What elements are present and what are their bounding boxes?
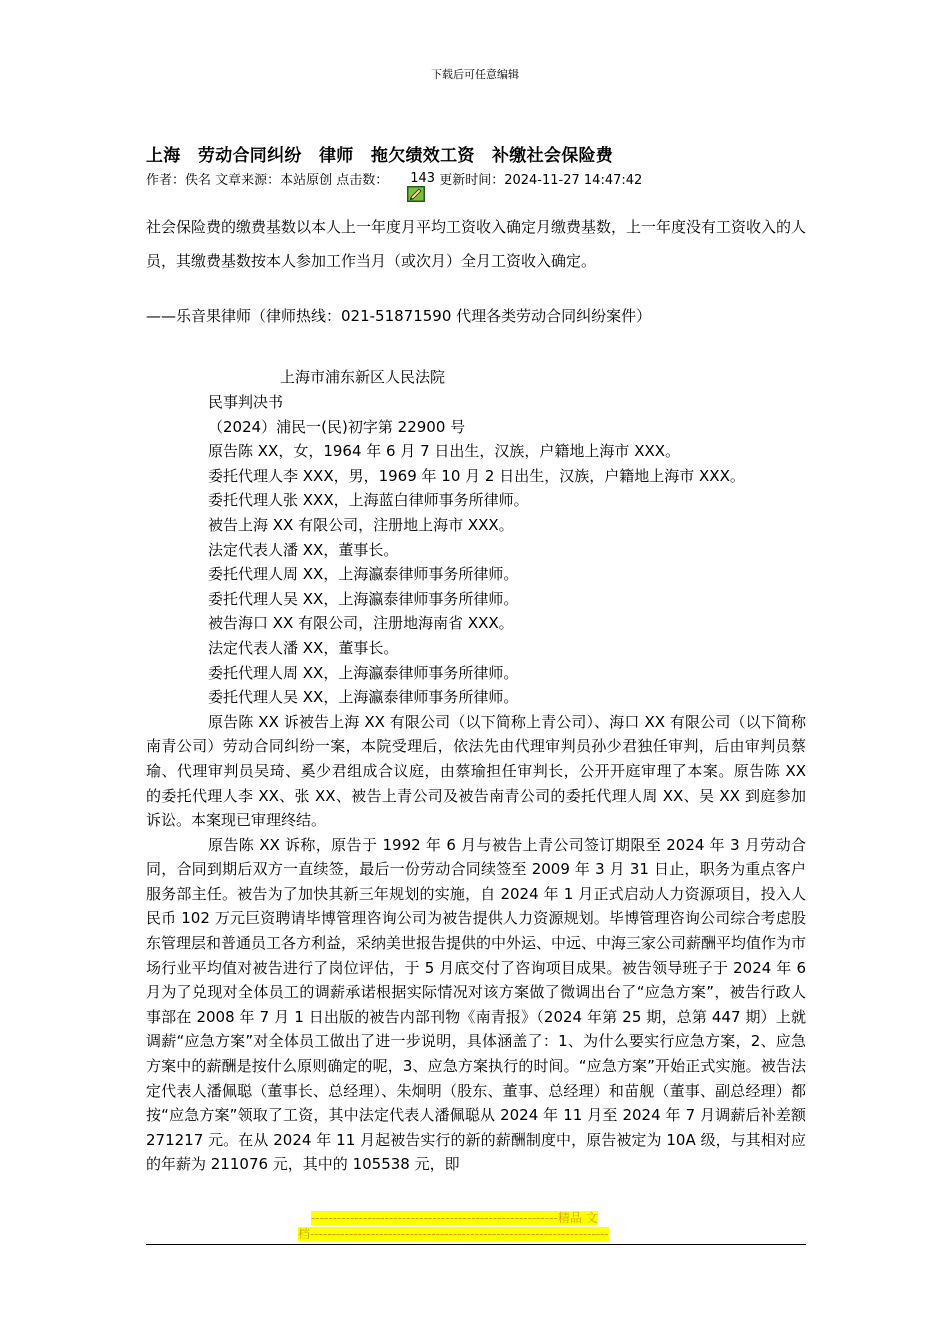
judgment-line: 委托代理人吴 XX，上海瀛泰律师事务所律师。 [208, 688, 519, 707]
court-name: 上海市浦东新区人民法院 [280, 368, 446, 386]
intro-paragraph: 社会保险费的缴费基数以本人上一年度月平均工资收入确定月缴费基数，上一年度没有工资收入的人员，其缴费基数按本人参加工作当月（或次月）全月工资收入确定。 [146, 218, 807, 270]
judgment-line: 委托代理人李 XXX，男，1969 年 10 月 2 日出生，汉族，户籍地上海市 XXX。 [208, 466, 745, 485]
judgment-line: 委托代理人张 XXX，上海蓝白律师事务所律师。 [208, 491, 529, 510]
page-header: 下载后可任意编辑 [431, 68, 519, 81]
meta-clicks: 143 [410, 171, 436, 186]
judgment-line: 被告上海 XX 有限公司，注册地上海市 XXX。 [208, 515, 514, 534]
meta-prefix: 作者：佚名 文章来源：本站原创 点击数： [146, 173, 389, 188]
judgment-line: 民事判决书 [208, 393, 284, 411]
lawyer-hotline: ——乐音果律师（律师热线：021-51871590 代理各类劳动合同纠纷案件） [146, 307, 652, 325]
pencil-note-icon [389, 170, 409, 188]
case-summary-paragraph: 原告陈 XX 诉被告上海 XX 有限公司（以下简称上青公司）、海口 XX 有限公司（以下简称南青公司）劳动合同纠纷一案，本院受理后，依法先由代理审判员孙少君独任审判，后由审判员蔡瑜、代理审判员吴琦、奚少君组成合议庭，由蔡瑜担任审判长，公开开庭审理了本案。原告陈 XX 的委托代理人李 XX、张 XX、被告上青公司及被告南青公司的委托代理人周 XX、吴 XX 到庭参加诉讼。本案现已审理终结。 [146, 712, 806, 830]
case-number: （2024）浦民一(民)初字第 22900 号 [208, 417, 466, 436]
judgment-line: 委托代理人周 XX，上海瀛泰律师事务所律师。 [208, 565, 519, 584]
article-title: 上海 劳动合同纠纷 律师 拖欠绩效工资 补缴社会保险费 [146, 146, 614, 166]
footer-divider [146, 1244, 806, 1245]
judgment-line: 委托代理人周 XX，上海瀛泰律师事务所律师。 [208, 663, 519, 682]
judgment-body [146, 390, 806, 1177]
judgment-line: 原告陈 XX，女，1964 年 6 月 7 日出生，汉族，户籍地上海市 XXX。 [208, 442, 681, 461]
plaintiff-claim-paragraph: 原告陈 XX 诉称，原告于 1992 年 6 月与被告上青公司签订期限至 2024 年 3 月劳动合同，合同到期后双方一直续签，最后一份劳动合同续签至 2009 年 3 月 31 日止，职务为重点客户服务部主任。被告为了加快其新三年规划的实施，自 2024 年 1 月正式启动人力资源项目，投入人民币 102 万元巨资聘请毕博管理咨询公司为被告提供人力资源规划。毕博管理咨询公司综合考虑股东管理层和普通员工各方利益，采纳美世报告提供的中外运、中远、中海三家公司薪酬平均值作为市场行业平均值对被告进行了岗位评估，于 5 月底交付了咨询项目成果。被告领导班子于 2024 年 6 月为了兑现对全体员工的调薪承诺根据实际情况对该方案做了微调出台了“应急方案”，被告行政人事部在 2008 年 7 月 1 日出版的被告内部刊物《南青报》（2024 年第 25 期，总第 447 期）上就调薪“应急方案”对全体员工做出了进一步说明，具体涵盖了：1、为什么要实行应急方案，2、应急方案中的薪酬是按什么原则确定的呢，3、应急方案执行的时间。“应急方案”开始正式实施。被告法定代表人潘佩聪（董事长、总经理）、朱炯明（股东、董事、总经理）和苗舰（董事、副总经理）都按“应急方案”领取了工资，其中法定代表人潘佩聪从 2024 年 11 月至 2024 年 7 月调薪后补差额 271217 元。在从 2024 年 11 月起被告实行的新的薪酬制度中，原告被定为 10A 级，与其相对应的年薪为 211076 元，其中的 105538 元，即 [146, 835, 807, 1174]
article-meta [146, 169, 642, 188]
footer-watermark-line1: ---------------------------------------------------------精品 文 [311, 1211, 598, 1225]
judgment-line: 法定代表人潘 XX，董事长。 [208, 638, 399, 657]
judgment-line: 委托代理人吴 XX，上海瀛泰律师事务所律师。 [208, 589, 519, 608]
footer-watermark-line2: 档--------------------------------------------------------------------- [298, 1227, 609, 1241]
judgment-line: 被告海口 XX 有限公司，注册地海南省 XXX。 [208, 614, 514, 633]
judgment-line: 法定代表人潘 XX，董事长。 [208, 540, 399, 559]
meta-suffix: 更新时间：2024-11-27 14:47:42 [435, 173, 643, 188]
